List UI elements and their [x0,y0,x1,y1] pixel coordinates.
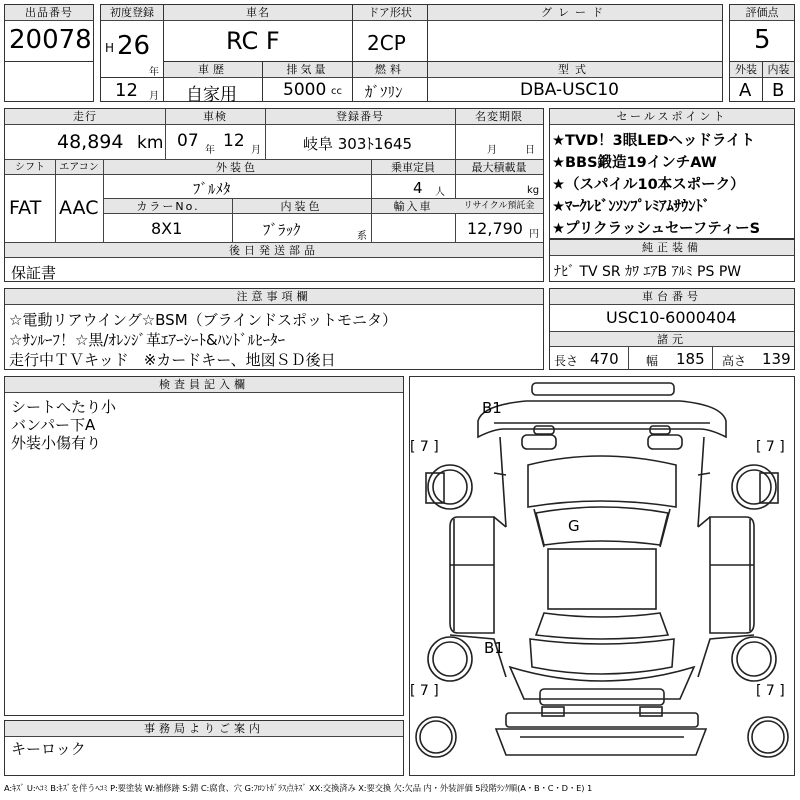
ac: AAC [59,197,99,219]
ext-grade: A [739,80,752,101]
grade-label: グレード [428,5,722,21]
notes-block [4,288,544,370]
load-label: 最大積載量 [455,160,543,175]
inspector-line: 外装小傷有り [11,434,102,452]
disp-unit: cc [331,86,342,97]
disp-label: 排気量 [263,62,352,78]
lot-blank [4,61,94,102]
car-name: RC F [226,27,280,55]
lot-label: 出品番号 [5,5,93,21]
history: 自家用 [186,85,237,105]
score-cell [729,4,795,62]
model-label: 型式 [428,62,722,78]
office-note: キーロック [11,740,86,758]
model: DBA-USC10 [520,80,619,100]
plate-label: 登録番号 [265,109,455,125]
reg-cell [100,4,164,78]
capacity: 4 [413,179,423,197]
reg-month: 12 [115,80,138,101]
insp-month-unit: 月 [251,145,261,156]
car-name-cell [163,4,353,62]
damage-mark-g-windshield: G [568,517,580,535]
office-label: 事務局よりご案内 [5,721,403,737]
height-label: 高さ [722,354,747,368]
length-label: 長さ [554,354,579,368]
chassis-label: 車台番号 [550,289,794,305]
tire-front-left: [ 7 ] [410,439,439,455]
int-grade: B [772,80,785,101]
office-block [4,720,404,776]
equip-items: ﾅﾋﾞ TV SR ｶﾜ ｴｱB ｱﾙﾐ PS PW [554,264,742,280]
door-label: ドア形状 [353,5,427,21]
fuel-label: 燃料 [353,62,427,78]
mileage-label: 走行 [5,109,165,125]
inspector-label: 検査員記入欄 [5,377,403,393]
reg-label: 初度登録 [101,5,163,21]
shift-label: シフト [5,160,55,175]
recycle-label: リサイクル預託金 [455,199,543,214]
legend: A:ｷｽﾞ U:ﾍｺﾐ B:ｷｽﾞを伴うﾍｺﾐ P:要塗装 W:補修跡 S:錆 C:腐食、穴 G:ﾌﾛﾝﾄｶﾞﾗｽ点ｷｽﾞ XX:交換済み X:要交換 欠:欠品 内・外装評価 5段階ﾗﾝｸ順(A・B・C・D・E) 1 [4,783,593,793]
note-line: 走行中ＴＶキッド ※カードキー、地図ＳＤ後日 [9,351,336,369]
selling-line: ★プリクラッシュセーフティーS [552,221,761,237]
damage-mark-b1-rear: B1 [484,639,504,657]
inspector-block [4,376,404,716]
insp-month: 12 [223,131,245,151]
recycle-fee: 12,790 [467,219,523,238]
int-label: 内装 [763,62,794,78]
later-parts: 保証書 [11,264,57,282]
inspection-label: 車検 [165,109,265,125]
car-name-label: 車名 [164,5,352,21]
int-cell [762,61,795,102]
inspector-line: バンパー下A [11,416,96,434]
notes-label: 注意事項欄 [5,289,543,305]
width-label: 幅 [646,354,659,368]
interior-color: ﾌﾞﾗｯｸ [263,221,301,239]
reg-year: 26 [117,31,151,61]
selling-line: ★ﾏｰｸﾚﾋﾞﾝｿﾝﾌﾟﾚﾐｱﾑｻｳﾝﾄﾞ [552,199,710,215]
length: 470 [590,350,619,368]
door-cell [352,4,428,62]
reg-month-unit: 月 [149,91,159,102]
lot-cell [4,4,94,62]
damage-diagram [409,376,795,776]
plate-number: 岐阜 303ﾄ1645 [303,135,413,153]
displacement: 5000 [283,80,327,100]
nc-month-unit: 月 [487,145,497,156]
interior-label: 内装色 [232,199,371,214]
namechange-label: 名変期限 [455,109,543,125]
vehicle-detail-block [4,108,544,282]
ext-label: 外装 [730,62,762,78]
tire-front-right: [ 7 ] [756,439,785,455]
reg-era: H [105,41,115,55]
recycle-unit: 円 [529,229,539,240]
load-unit: kg [527,185,540,196]
grade-cell [427,4,723,62]
insp-year: 07 [177,131,199,151]
lot-number: 20078 [9,25,92,55]
score: 5 [754,25,771,55]
reg-year-unit: 年 [149,67,159,78]
equipment-block [549,239,795,282]
capacity-label: 乗車定員 [371,160,455,175]
capacity-unit: 人 [435,187,445,198]
fuel: ｶﾞｿﾘﾝ [365,83,403,101]
reg-month-cell [100,77,164,102]
score-label: 評価点 [730,5,794,21]
fuel-cell [352,61,428,102]
colorno-label: カラーNo. [104,199,232,214]
inspector-line: シートへたり小 [11,398,117,416]
later-parts-label: 後日発送部品 [5,243,543,258]
equip-label: 純正装備 [550,240,794,256]
ext-cell [729,61,763,102]
nc-day-unit: 日 [525,145,535,156]
selling-line: ★TVD！3眼LEDヘッドライト [552,133,755,149]
import-label: 輸入車 [371,199,455,214]
model-cell [427,61,723,102]
selling-line: ★（スパイル10本スポーク） [552,177,745,193]
tire-rear-right: [ 7 ] [756,683,785,699]
width: 185 [676,350,705,368]
chassis-number: USC10-6000404 [606,308,737,327]
history-label: 車歴 [164,62,262,78]
interior-unit: 系 [357,231,367,242]
door-type: 2CP [367,31,406,55]
note-line: ☆電動リアウイング☆BSM（ブラインドスポットモニタ） [9,311,398,329]
color: ﾌﾞﾙﾒﾀ [193,180,231,198]
mileage-unit: km [137,133,164,153]
note-line: ☆ｻﾝﾙｰﾌ！☆黒/ｵﾚﾝｼﾞ革ｴｱｰｼｰﾄ&ﾊﾝﾄﾞﾙﾋｰﾀｰ [9,331,286,349]
ac-label: エアコン [55,160,103,175]
chassis-block [549,288,795,370]
tire-rear-left: [ 7 ] [410,683,439,699]
history-cell [163,61,263,105]
color-number: 8X1 [151,219,183,238]
damage-mark-b1-front: B1 [482,399,502,417]
selling-points [549,108,795,239]
insp-year-unit: 年 [205,145,215,156]
disp-cell [262,61,353,102]
mileage: 48,894 [57,131,124,153]
car-diagram-svg [410,377,794,775]
dims-label: 諸元 [550,331,794,347]
selling-label: セールスポイント [550,109,794,125]
color-label: 外装色 [103,160,371,175]
shift: FAT [9,197,42,219]
height: 139 [762,350,791,368]
selling-line: ★BBS鍛造19インチAW [552,155,717,171]
